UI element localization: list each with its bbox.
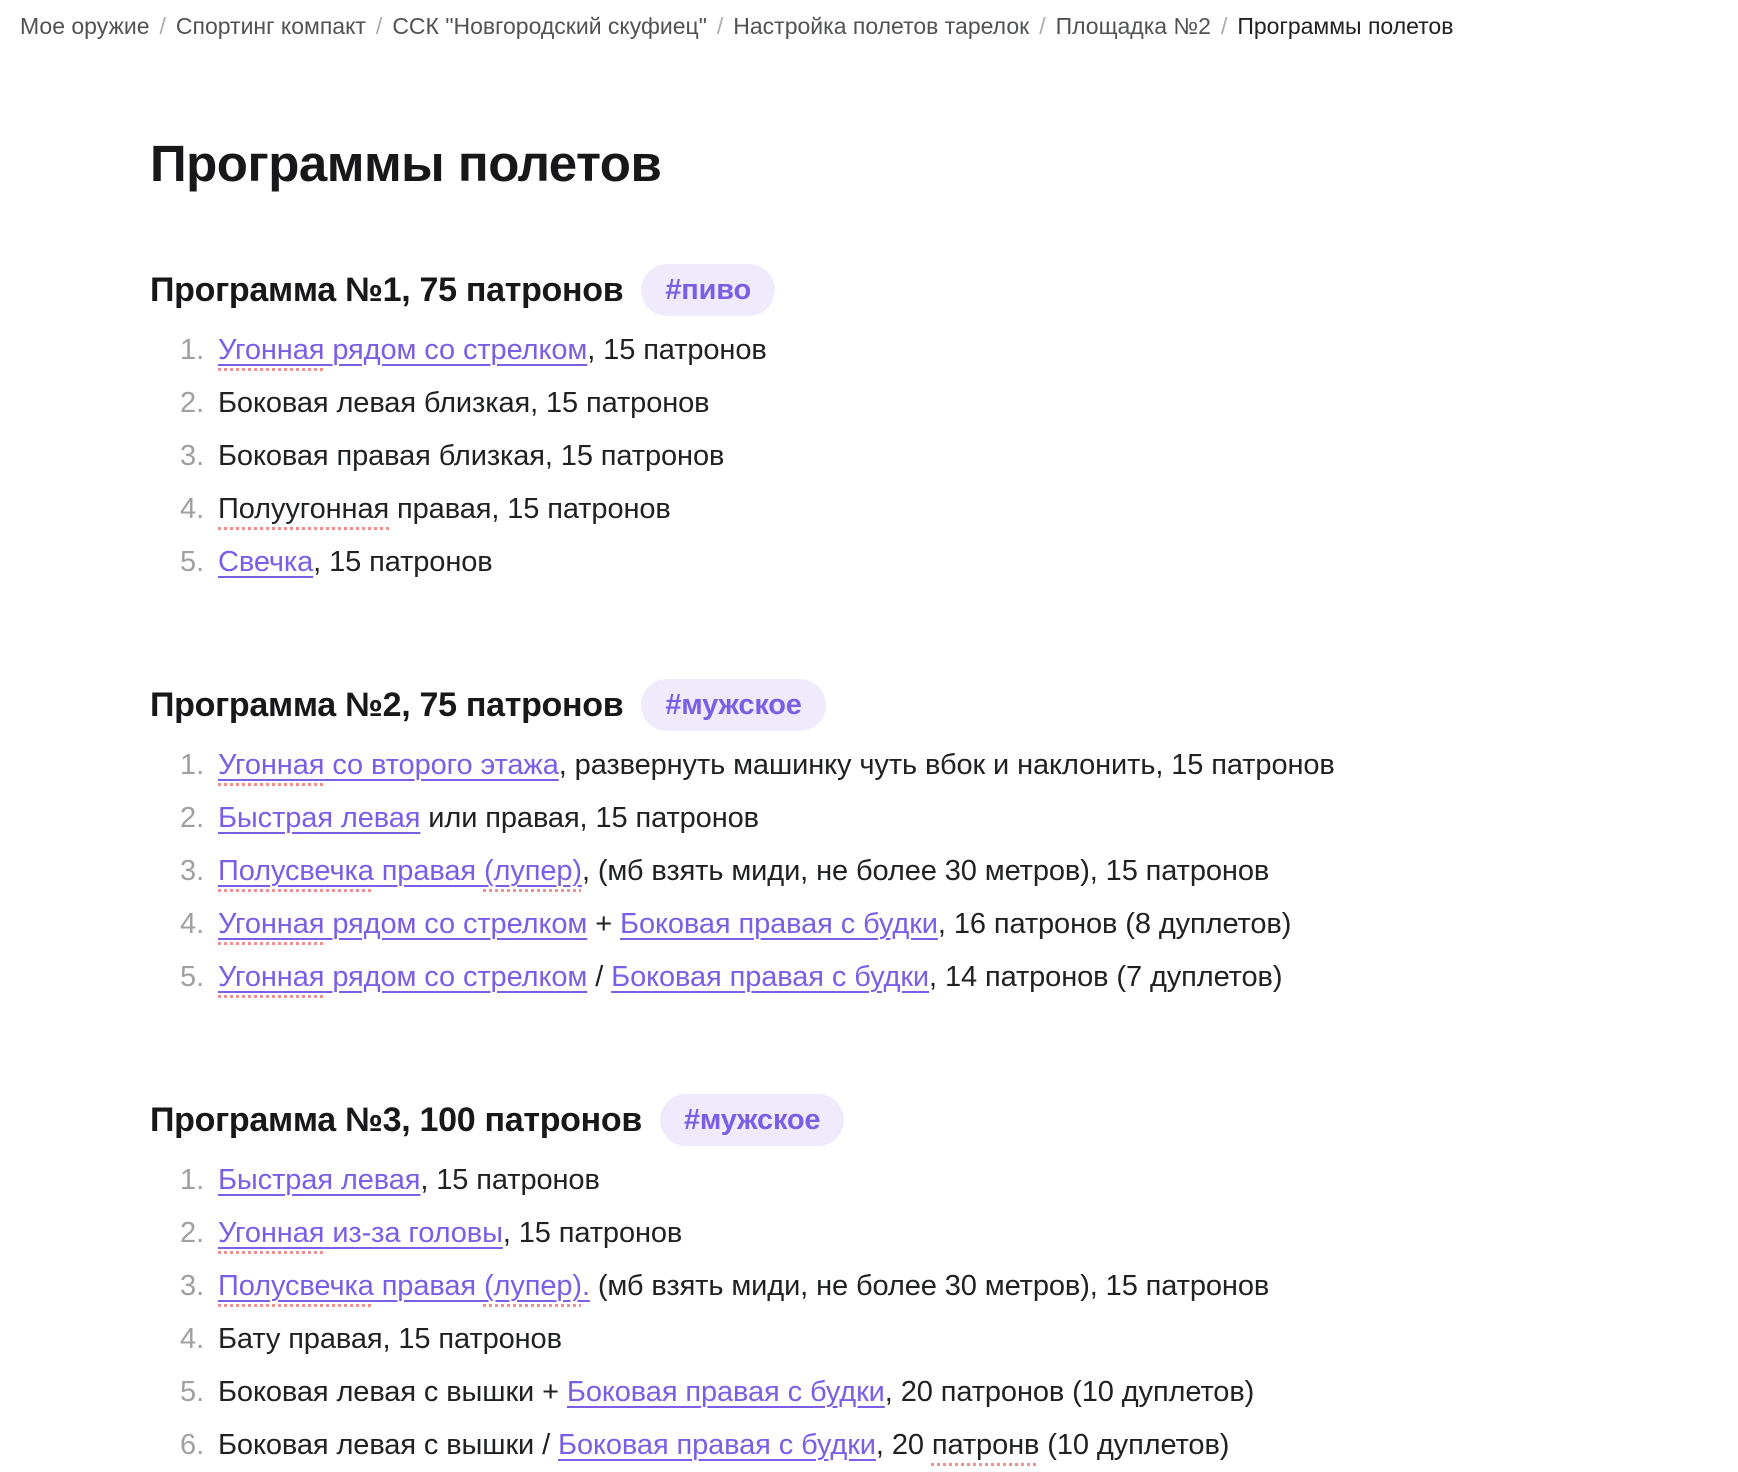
target-link[interactable]: Боковая правая с будки [558, 1429, 876, 1461]
list-item [212, 483, 1610, 536]
item-text: Боковая правая близкая, 15 патронов [218, 440, 725, 472]
programs-container [150, 264, 1610, 1472]
list-item [212, 324, 1610, 377]
list-item [212, 845, 1610, 898]
item-text: / [587, 961, 612, 993]
item-text: , 14 патронов (7 дуплетов) [929, 961, 1283, 993]
item-text: Боковая левая близкая, 15 патронов [218, 387, 710, 419]
misspelled-text: Полусвечка [218, 1270, 374, 1302]
target-link[interactable] [218, 749, 324, 781]
item-text: , (мб взять миди, не более 30 метров), 15 патронов [581, 855, 1270, 887]
list-item [212, 951, 1610, 1004]
page-content [150, 135, 1610, 1472]
target-link[interactable]: из-за головы [324, 1217, 503, 1249]
breadcrumb-item[interactable]: Спортинг компакт [175, 13, 366, 39]
target-link[interactable] [484, 855, 582, 887]
item-text: , 15 патронов [313, 546, 493, 578]
item-text: (мб взять миди, не более 30 метров), 15 патронов [589, 1270, 1270, 1302]
misspelled-text: Угонная [218, 1217, 325, 1249]
misspelled-text: Полусвечка [218, 855, 374, 887]
program-section [150, 264, 1610, 589]
breadcrumb-item-current: Программы полетов [1237, 13, 1454, 39]
breadcrumb-item[interactable]: Мое оружие [20, 13, 150, 39]
misspelled-text: Угонная [218, 961, 325, 993]
misspelled-text: Угонная [218, 908, 325, 940]
item-text: (10 дуплетов) [1039, 1429, 1230, 1461]
item-text: , 16 патронов (8 дуплетов) [937, 908, 1292, 940]
program-list [150, 324, 1610, 589]
target-link[interactable]: рядом со стрелком [324, 961, 588, 993]
program-heading [150, 264, 1610, 316]
item-text: , 15 патронов [587, 334, 767, 366]
target-link[interactable]: Боковая правая с будки [566, 1376, 885, 1408]
list-item [212, 1419, 1610, 1472]
target-link[interactable]: со второго этажа [324, 749, 559, 781]
program-heading-text: Программа №2, 75 патронов [150, 686, 624, 724]
list-item [212, 377, 1610, 430]
program-heading-text: Программа №3, 100 патронов [150, 1101, 642, 1139]
item-text: , 20 патронов (10 дуплетов) [884, 1376, 1255, 1408]
target-link[interactable] [218, 908, 324, 940]
target-link[interactable] [218, 855, 374, 887]
breadcrumb [0, 0, 1738, 40]
item-text: , 15 патронов [502, 1217, 683, 1249]
list-item [212, 1313, 1610, 1366]
target-link[interactable]: Свечка [218, 546, 314, 578]
misspelled-text: патронв [931, 1429, 1040, 1461]
target-link[interactable] [484, 1270, 582, 1302]
program-section [150, 679, 1610, 1004]
breadcrumb-separator: / [1039, 13, 1046, 39]
breadcrumb-item[interactable]: Настройка полетов тарелок [733, 13, 1030, 39]
list-item [212, 430, 1610, 483]
tag-badge[interactable]: #пиво [641, 264, 775, 316]
breadcrumb-item[interactable]: Площадка №2 [1055, 13, 1211, 39]
breadcrumb-separator: / [716, 13, 724, 39]
target-link[interactable] [218, 961, 324, 993]
breadcrumb-separator: / [159, 13, 166, 39]
list-item [212, 792, 1610, 845]
program-heading [150, 679, 1610, 731]
item-text: , развернуть машинку чуть вбок и наклонить, 15 патронов [558, 749, 1335, 781]
item-text: правая, 15 патронов [389, 493, 671, 525]
program-heading-text: Программа №1, 75 патронов [150, 271, 624, 309]
tag-badge[interactable]: #мужское [660, 1094, 844, 1146]
tag-badge[interactable]: #мужское [641, 679, 825, 731]
misspelled-text: Угонная [218, 749, 325, 781]
program-list [150, 739, 1610, 1004]
target-link[interactable]: Боковая правая с будки [611, 961, 930, 993]
target-link[interactable]: рядом со стрелком [324, 908, 588, 940]
item-text: Боковая левая с вышки / [218, 1429, 559, 1461]
misspelled-text: Угонная [218, 334, 325, 366]
item-text: Боковая левая с вышки + [218, 1376, 567, 1408]
list-item [212, 536, 1610, 589]
item-text: , 20 [875, 1429, 932, 1461]
target-link[interactable] [218, 1270, 374, 1302]
item-text: + [587, 908, 621, 940]
page-title: Программы полетов [150, 135, 662, 192]
item-text: Бату правая, 15 патронов [218, 1323, 562, 1355]
list-item [212, 1154, 1610, 1207]
target-link[interactable]: Быстрая левая [218, 1164, 421, 1196]
program-heading [150, 1094, 1610, 1146]
target-link[interactable]: . [581, 1270, 590, 1302]
target-link[interactable]: Боковая правая с будки [620, 908, 938, 940]
list-item [212, 898, 1610, 951]
misspelled-text: Полуугонная [218, 493, 390, 525]
target-link[interactable]: Быстрая левая [218, 802, 421, 834]
list-item [212, 1207, 1610, 1260]
target-link[interactable] [218, 1217, 324, 1249]
misspelled-text: (лупер) [483, 1270, 582, 1302]
breadcrumb-item[interactable]: ССК "Новгородский скуфиец" [392, 13, 707, 39]
list-item [212, 739, 1610, 792]
program-list [150, 1154, 1610, 1472]
target-link[interactable] [218, 334, 324, 366]
target-link[interactable]: правая [373, 1270, 484, 1302]
item-text: или правая, 15 патронов [420, 802, 759, 834]
misspelled-text: (лупер) [483, 855, 582, 887]
list-item [212, 1366, 1610, 1419]
program-section [150, 1094, 1610, 1472]
target-link[interactable]: правая [373, 855, 484, 887]
breadcrumb-separator: / [1220, 13, 1228, 39]
breadcrumb-separator: / [375, 13, 383, 39]
target-link[interactable]: рядом со стрелком [324, 334, 588, 366]
item-text: , 15 патронов [420, 1164, 600, 1196]
list-item [212, 1260, 1610, 1313]
